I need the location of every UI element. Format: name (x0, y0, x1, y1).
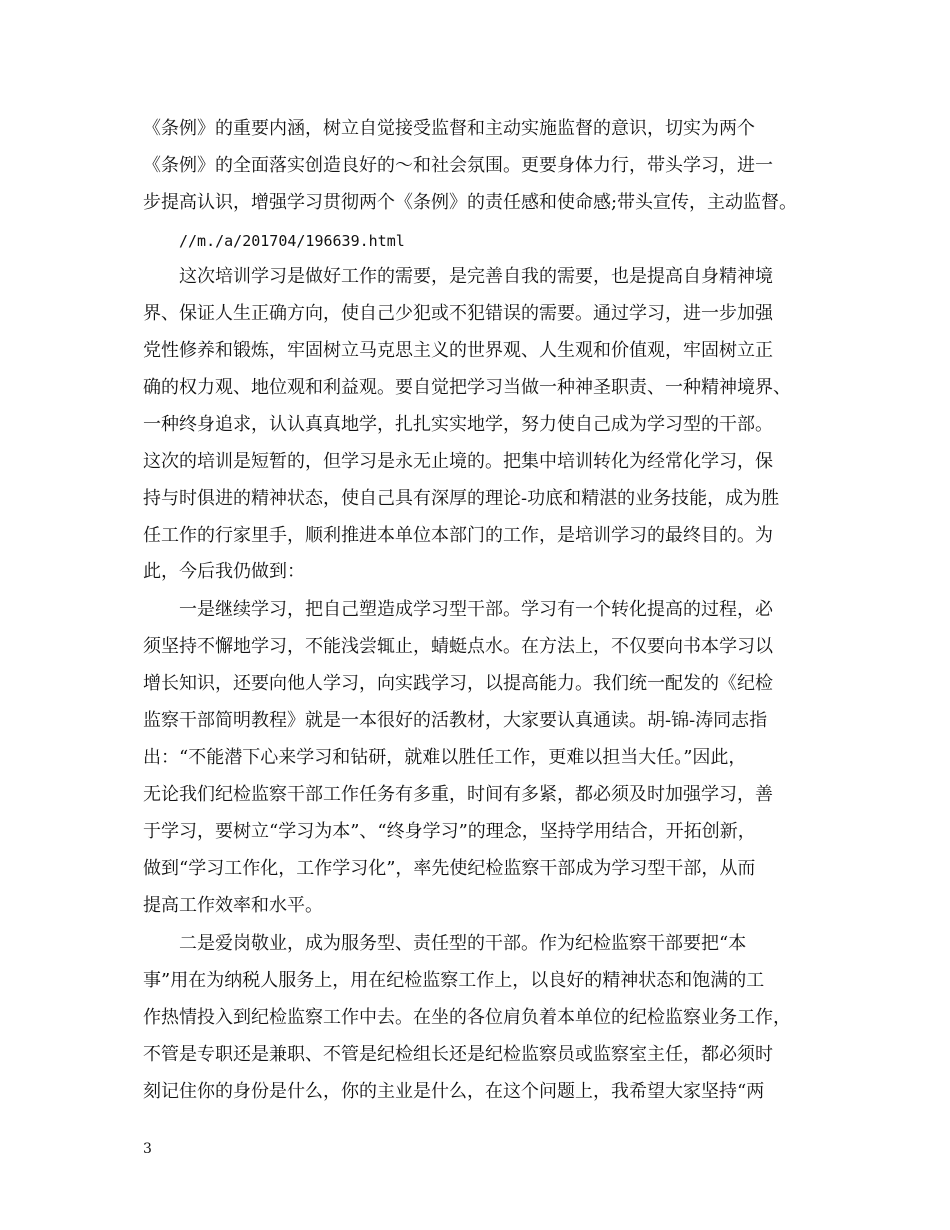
paragraph-start-line: 二是爱岗敬业，成为服务型、责任型的干部。作为纪检监察干部要把“本 (179, 933, 747, 954)
text-line: 做到“学习工作化，工作学习化”，率先使纪检监察干部成为学习型干部，从而 (143, 858, 756, 879)
text-line: 事”用在为纳税人服务上，用在纪检监察工作上，以良好的精神状态和饱满的工 (143, 970, 765, 991)
text-line: 提高工作效率和水平。 (143, 895, 323, 916)
url-line: //m./a/201704/196639.html (179, 232, 405, 250)
text-line: 步提高认识，增强学习贯彻两个《条例》的责任感和使命感;带头宣传，主动监督。 (143, 192, 798, 213)
text-line: 作热情投入到纪检监察工作中去。在坐的各位肩负着本单位的纪检监察业务工作， (143, 1007, 791, 1028)
text-line: 确的权力观、地位观和利益观。要自觉把学习当做一种神圣职责、一种精神境界、 (143, 377, 791, 398)
text-line: 出：“不能潜下心来学习和钻研，就难以胜任工作，更难以担当大任。”因此， (143, 747, 747, 768)
paragraph-start-line: 一是继续学习，把自己塑造成学习型干部。学习有一个转化提高的过程，必 (179, 599, 773, 620)
paragraph-start-line: 这次培训学习是做好工作的需要，是完善自我的需要，也是提高自身精神境 (179, 266, 773, 287)
text-line: 党性修养和锻炼，牢固树立马克思主义的世界观、人生观和价值观，牢固树立正 (143, 340, 773, 361)
text-line: 须坚持不懈地学习，不能浅尝辄止，蜻蜓点水。在方法上，不仅要向书本学习以 (143, 636, 773, 657)
text-line: 这次的培训是短暂的，但学习是永无止境的。把集中培训转化为经常化学习，保 (143, 451, 773, 472)
text-line: 界、保证人生正确方向，使自己少犯或不犯错误的需要。通过学习，进一步加强 (143, 303, 773, 324)
text-line: 无论我们纪检监察干部工作任务有多重，时间有多紧，都必须及时加强学习，善 (143, 784, 773, 805)
text-line: 《条例》的重要内涵，树立自觉接受监督和主动实施监督的意识，切实为两个 (143, 118, 755, 139)
text-line: 增长知识，还要向他人学习，向实践学习，以提高能力。我们统一配发的《纪检 (143, 673, 773, 694)
page-number: 3 (143, 1141, 152, 1157)
text-line: 一种终身追求，认认真真地学，扎扎实实地学，努力使自己成为学习型的干部。 (143, 414, 773, 435)
text-line: 刻记住你的身份是什么，你的主业是什么，在这个问题上，我希望大家坚持“两 (143, 1081, 765, 1102)
text-line: 《条例》的全面落实创造良好的～和社会氛围。更要身体力行，带头学习，进一 (143, 155, 773, 176)
text-line: 不管是专职还是兼职、不管是纪检组长还是纪检监察员或监察室主任，都必须时 (143, 1044, 773, 1065)
text-line: 任工作的行家里手，顺利推进本单位本部门的工作，是培训学习的最终目的。为 (143, 525, 773, 546)
text-line: 持与时俱进的精神状态，使自己具有深厚的理论-功底和精湛的业务技能，成为胜 (143, 488, 780, 509)
text-line: 监察干部简明教程》就是一本很好的活教材，大家要认真通读。胡-锦-涛同志指 (143, 710, 768, 731)
text-line: 此，今后我仍做到： (143, 561, 305, 582)
text-line: 于学习，要树立“学习为本”、“终身学习”的理念，坚持学用结合，开拓创新， (143, 821, 756, 842)
